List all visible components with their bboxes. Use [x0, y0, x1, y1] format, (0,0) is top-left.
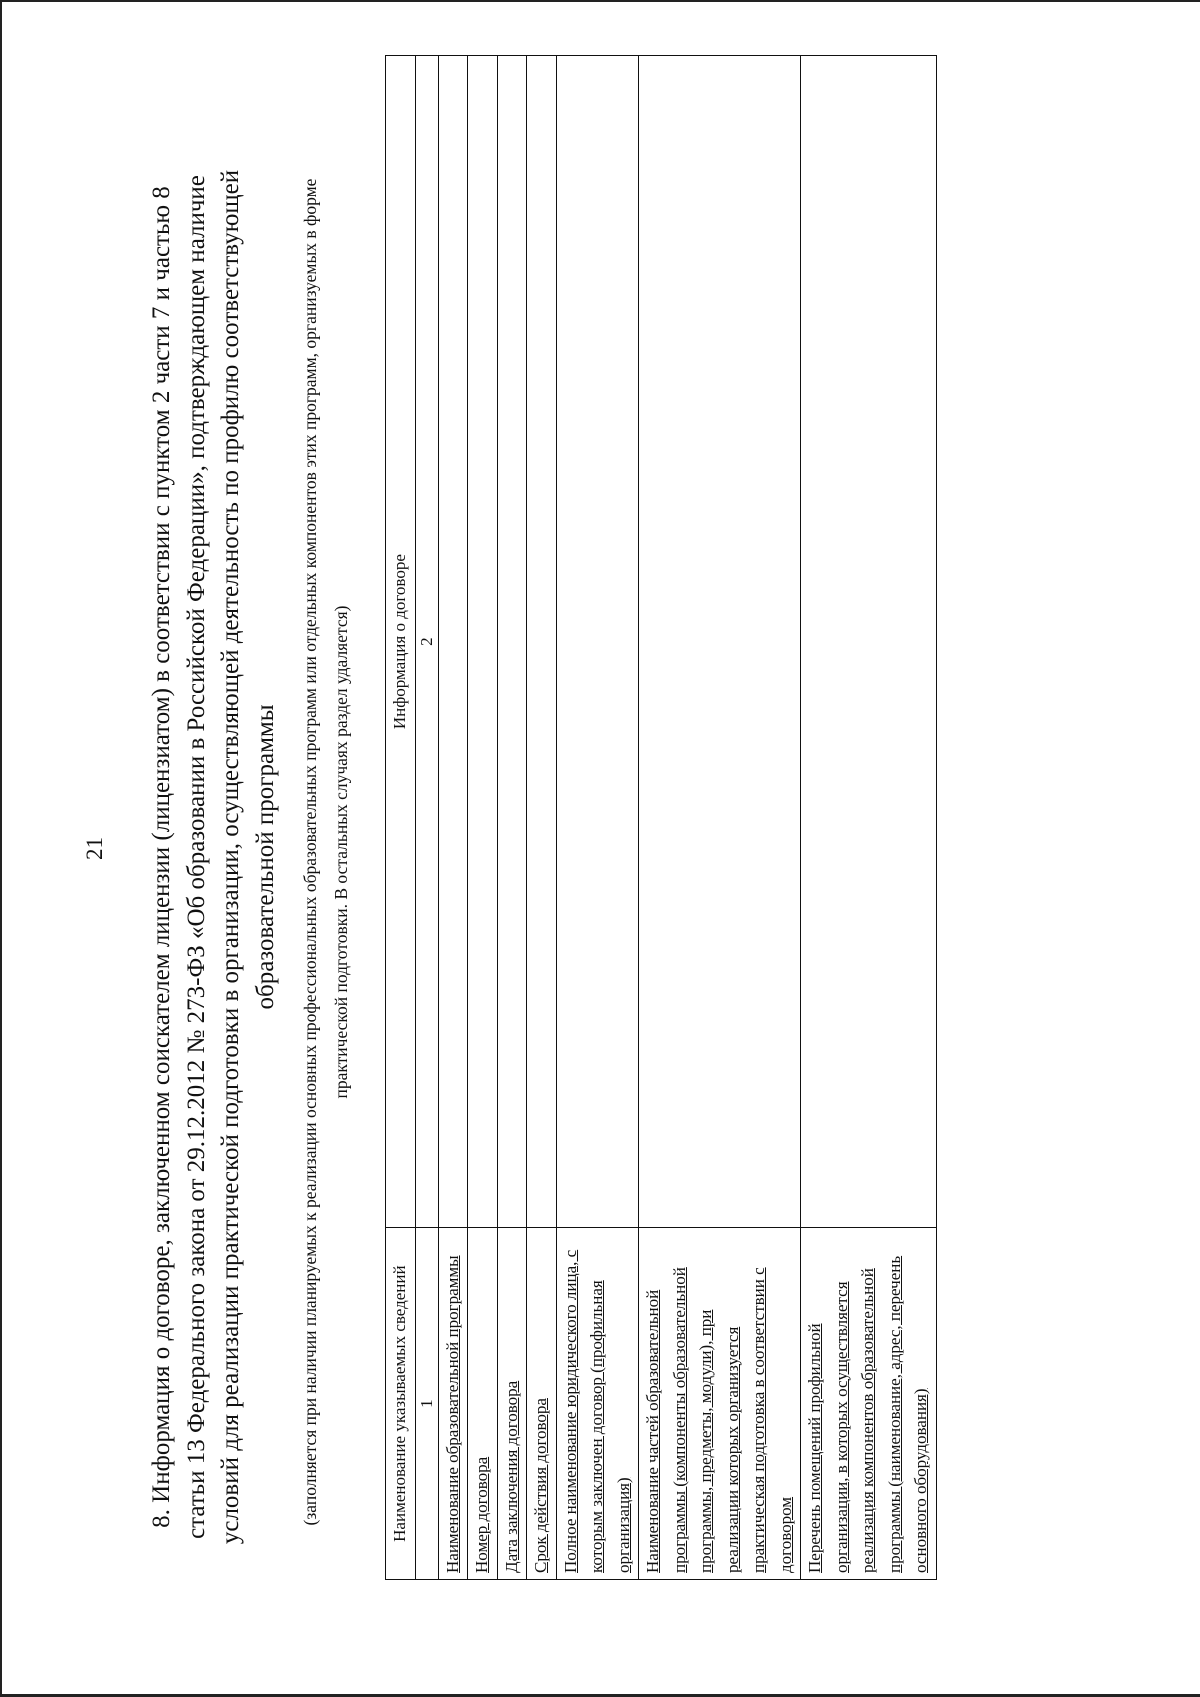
column-number-1: 1: [415, 1228, 438, 1580]
table-header-row: [386, 56, 416, 1580]
table-row: [556, 56, 639, 1580]
row-label: Полное наименование юридического лица, с которым заключен договор (профильная организация): [556, 1228, 639, 1580]
table-row: [801, 56, 937, 1580]
table-row: [468, 56, 498, 1580]
row-value[interactable]: [556, 56, 639, 1228]
table-row: [438, 56, 468, 1580]
table-row: [497, 56, 527, 1580]
row-value[interactable]: [497, 56, 527, 1228]
row-value[interactable]: [438, 56, 468, 1228]
row-value[interactable]: [639, 56, 801, 1228]
row-label: Наименование частей образовательной программы (компоненты образовательной программы, предметы, модули), при реализации которых организуется практическая подготовка в соответствии с договором: [639, 1228, 801, 1580]
row-value[interactable]: [527, 56, 557, 1228]
row-value[interactable]: [468, 56, 498, 1228]
column-number-row: [415, 56, 438, 1580]
row-label: Дата заключения договора: [497, 1228, 527, 1580]
row-value[interactable]: [801, 56, 937, 1228]
header-contract-info: Информация о договоре: [386, 56, 416, 1228]
column-number-2: 2: [415, 56, 438, 1228]
section-note: (заполняется при наличии планируемых к реализации основных профессиональных образовательных программ или отдельных компонентов этих программ, организуемых в форме практической подготовки. В остальных случаях раздел удаляется): [300, 178, 351, 1526]
page-number: 21: [82, 837, 107, 860]
contract-info-table: [385, 55, 937, 1580]
row-label: Перечень помещений профильной организации, в которых осуществляется реализация компонентов образовательной программы (наименование, адрес, перечень основного оборудования): [801, 1228, 937, 1580]
table-row: [639, 56, 801, 1580]
row-label: Наименование образовательной программы: [438, 1228, 468, 1580]
row-label: Срок действия договора: [527, 1228, 557, 1580]
section-title: 8. Информация о договоре, заключенном соискателем лицензии (лицензиатом) в соответствии с пунктом 2 части 7 и частью 8 статьи 13 Федерального закона от 29.12.2012 № 273-ФЗ «Об образовании в Российской Федерации», подтверждающем наличие условий для реализации практической подготовки в организации, осуществляющей деятельность по профилю соответствующей образовательной программы: [148, 169, 279, 1545]
table-row: [527, 56, 557, 1580]
header-field-name: Наименование указываемых сведений: [386, 1228, 416, 1580]
row-label: Номер договора: [468, 1228, 498, 1580]
